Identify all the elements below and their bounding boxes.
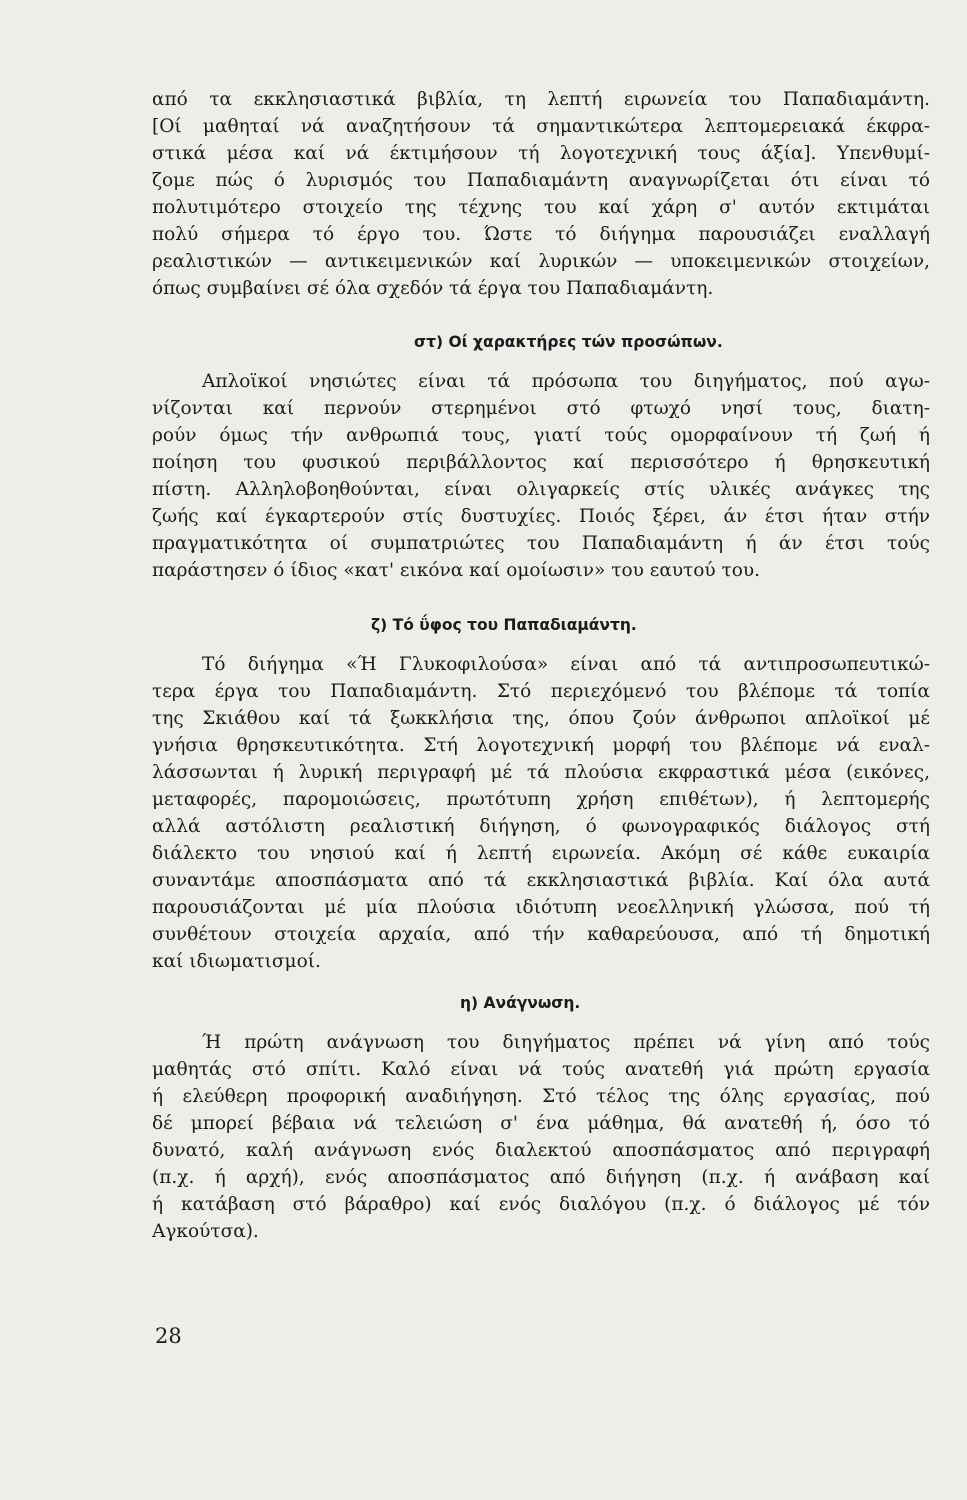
text-line: γνήσια θρησκευτικότητα. Στή λογοτεχνική μορφή του βλέπομε νά εναλ- xyxy=(152,735,930,756)
text-line: διάλεκτο του νησιού καί ή λεπτή ειρωνεία. Ακόμη σέ κάθε ευκαιρία xyxy=(152,843,930,864)
text-line: Τό διήγημα «Ή Γλυκοφιλούσα» είναι από τά αντιπροσωπευτικώ- xyxy=(202,654,930,675)
text-line: ρεαλιστικών — αντικειμενικών καί λυρικών — υποκειμενικών στοιχείων, xyxy=(152,251,930,272)
text-line: συνθέτουν στοιχεία αρχαία, από τήν καθαρεύουσα, από τή δημοτική xyxy=(152,924,930,945)
text-line: λάσσωνται ή λυρική περιγραφή μέ τά πλούσια εκφραστικά μέσα (εικόνες, xyxy=(152,762,930,783)
text-line: ή ελεύθερη προφορική αναδιήγηση. Στό τέλος της όλης εργασίας, πού xyxy=(152,1086,930,1107)
text-line: Ή πρώτη ανάγνωση του διηγήματος πρέπει νά γίνη από τούς xyxy=(202,1032,930,1053)
text-line: ή κατάβαση στό βάραθρο) καί ενός διαλόγου (π.χ. ό διάλογος μέ τόν xyxy=(152,1194,930,1215)
text-line: μαθητάς στό σπίτι. Καλό είναι νά τούς ανατεθή γιά πρώτη εργασία xyxy=(152,1059,930,1080)
text-line: από τα εκκλησιαστικά βιβλία, τη λεπτή ειρωνεία του Παπαδιαμάντη. xyxy=(152,89,930,110)
text-line: όπως συμβαίνει σέ όλα σχεδόν τά έργα του Παπαδιαμάντη. xyxy=(152,278,714,299)
characters-paragraph xyxy=(152,368,930,584)
text-line: ποίηση του φυσικού περιβάλλοντος καί περισσότερο ή θρησκευτική xyxy=(152,452,930,473)
text-line: ζωής καί έγκαρτερούν στίς δυστυχίες. Ποιός ξέρει, άν έτσι ήταν στήν xyxy=(152,506,930,527)
intro-paragraph xyxy=(152,86,930,302)
text-line: [Οί μαθηταί νά αναζητήσουν τά σημαντικώτερα λεπτομερειακά έκφρα- xyxy=(152,116,930,137)
section-heading-style: ζ) Τό ΰφος του Παπαδιαμάντη. xyxy=(371,616,637,634)
reading-paragraph xyxy=(152,1029,930,1245)
text-line: πραγματικότητα οί συμπατριώτες του Παπαδιαμάντη ή άν έτσι τούς xyxy=(152,533,930,554)
text-line: της Σκιάθου καί τά ξωκκλήσια της, όπου ζούν άνθρωποι απλοϊκοί μέ xyxy=(152,708,930,729)
text-line: συναντάμε αποσπάσματα από τά εκκλησιαστικά βιβλία. Καί όλα αυτά xyxy=(152,870,930,891)
text-line: στικά μέσα καί νά έκτιμήσουν τή λογοτεχνική τους άξία]. Υπενθυμί- xyxy=(152,143,930,164)
text-line: πολυτιμότερο στοιχείο της τέχνης του καί χάρη σ' αυτόν εκτιμάται xyxy=(152,197,930,218)
text-line: ρούν όμως τήν ανθρωπιά τους, γιατί τούς ομορφαίνουν τή ζωή ή xyxy=(152,425,930,446)
text-line: μεταφορές, παρομοιώσεις, πρωτότυπη χρήση επιθέτων), ή λεπτομερής xyxy=(152,789,930,810)
text-line: νίζονται καί περνούν στερημένοι στό φτωχό νησί τους, διατη- xyxy=(152,398,930,419)
text-line: (π.χ. ή αρχή), ενός αποσπάσματος από διήγηση (π.χ. ή ανάβαση καί xyxy=(152,1167,930,1188)
section-heading-characters: στ) Οί χαρακτήρες τών προσώπων. xyxy=(414,333,723,351)
text-line: δυνατό, καλή ανάγνωση ενός διαλεκτού αποσπάσματος από περιγραφή xyxy=(152,1140,930,1161)
text-line: τερα έργα του Παπαδιαμάντη. Στό περιεχόμενό του βλέπομε τά τοπία xyxy=(152,681,930,702)
text-line: Αγκούτσα). xyxy=(152,1221,259,1242)
text-line: αλλά αστόλιστη ρεαλιστική διήγηση, ό φωνογραφικός διάλογος στή xyxy=(152,816,930,837)
text-line: ζομε πώς ό λυρισμός του Παπαδιαμάντη αναγνωρίζεται ότι είναι τό xyxy=(152,170,930,191)
text-line: καί ιδιωματισμοί. xyxy=(152,951,321,972)
section-heading-reading: η) Ανάγνωση. xyxy=(460,994,581,1012)
page-number: 28 xyxy=(155,1324,182,1348)
text-line: παράστησεν ό ίδιος «κατ' εικόνα καί ομοίωσιν» του εαυτού του. xyxy=(152,560,761,581)
text-line: πολύ σήμερα τό έργο του. Ώστε τό διήγημα παρουσιάζει εναλλαγή xyxy=(152,224,930,245)
text-line: Απλοϊκοί νησιώτες είναι τά πρόσωπα του διηγήματος, πού αγω- xyxy=(202,371,930,392)
text-line: παρουσιάζονται μέ μία πλούσια ιδιότυπη νεοελληνική γλώσσα, πού τή xyxy=(152,897,930,918)
text-line: πίστη. Αλληλοβοηθούνται, είναι ολιγαρκείς στίς υλικές ανάγκες της xyxy=(152,479,930,500)
text-line: δέ μπορεί βέβαια νά τελειώση σ' ένα μάθημα, θά ανατεθή ή, όσο τό xyxy=(152,1113,930,1134)
style-paragraph xyxy=(152,651,930,975)
